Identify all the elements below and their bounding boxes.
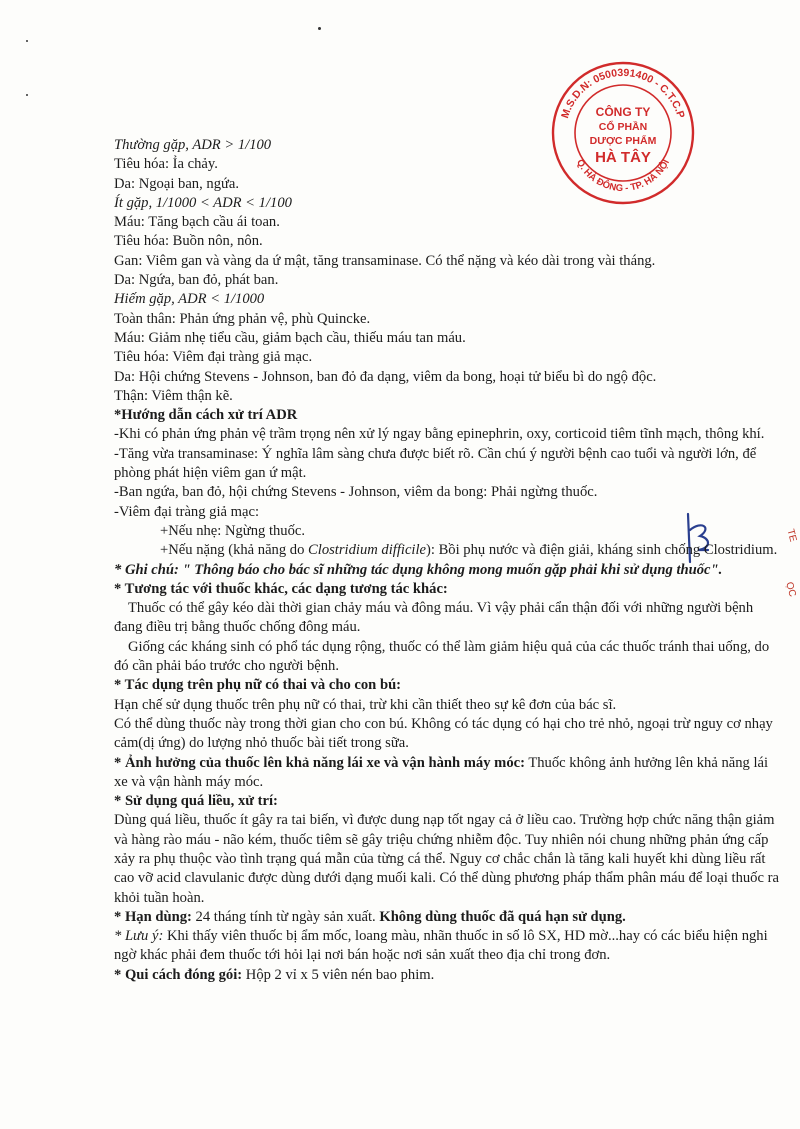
document-body	[114, 136, 780, 985]
adr-item: Tiêu hóa: Viêm đại tràng giả mạc.	[114, 349, 313, 366]
packaging-heading: * Qui cách đóng gói:	[114, 966, 243, 983]
overdose-heading: * Sử dụng quá liều, xử trí:	[114, 793, 278, 810]
handling-item: -Khi có phản ứng phản vệ trầm trọng nên xử lý ngay bằng epinephrin, oxy, corticoid tiêm tĩnh mạch, thông khí.	[114, 426, 765, 443]
scan-speck	[318, 27, 321, 30]
doctor-note: * Ghi chú: " Thông báo cho bác sĩ những tác dụng không mong muốn gặp phải khi sử dụng thuốc".	[114, 561, 723, 578]
interactions-heading: * Tương tác với thuốc khác, các dạng tương tác khác:	[114, 580, 448, 597]
packaging-text: Hộp 2 vỉ x 5 viên nén bao phim.	[242, 966, 435, 983]
handling-item: -Viêm đại tràng giả mạc:	[114, 503, 260, 520]
expiry-warning: Không dùng thuốc đã quá hạn sử dụng.	[379, 908, 626, 925]
edge-fragment-bottom: ỌC	[783, 580, 798, 599]
severe-suffix: ): Bồi phụ nước và điện giải, kháng sinh chống Clostridium.	[426, 542, 778, 559]
overdose-text: Dùng quá liều, thuốc ít gây ra tai biến, vì được dung nạp tốt ngay cả ở liều cao. Trường hợp chức năng thận giảm và hàng rào máu - não kém, thuốc tiêm sẽ gây triệu chứng nhiễm độc. Tuy nhiên nói chung những phản ứng cấp xảy ra phụ thuộc vào tình trạng quá mẫn của từng cá thể. Nguy cơ chắc chắn là tăng kali huyết khi dùng liều rất cao vỡ acid clavulanic được dùng dưới dạng muối kali. Có thể dùng phương pháp thẩm phân máu để loại thuốc ra khỏi tuần hoàn.	[114, 812, 779, 906]
adr-item: Máu: Tăng bạch cầu ái toan.	[114, 214, 280, 231]
adr-handling-heading: *Hướng dẫn cách xử trí ADR	[114, 407, 298, 424]
expiry-heading: * Hạn dùng:	[114, 908, 192, 925]
driving-text: Thuốc không ảnh hưởng lên khả năng lái xe và vận hành máy móc.	[114, 754, 769, 790]
severe-organism: Clostridium difficile	[308, 542, 427, 559]
seal-line-field: DƯỢC PHẨM	[589, 135, 657, 147]
seal-line-name: HÀ TÂY	[595, 149, 651, 166]
adr-item: Tiêu hóa: Buồn nôn, nôn.	[114, 233, 263, 250]
pregnancy-paragraph: Có thể dùng thuốc này trong thời gian cho con bú. Không có tác dụng có hại cho trẻ nhỏ, ngoại trừ nguy cơ nhạy cảm(dị ứng) do lượng nhỏ thuốc bài tiết trong sữa.	[114, 715, 773, 752]
pregnancy-paragraph: Hạn chế sử dụng thuốc trên phụ nữ có thai, trừ khi cần thiết theo sự kê đơn của bác sĩ.	[114, 696, 617, 713]
handling-severe	[114, 541, 780, 560]
adr-item: Toàn thân: Phản ứng phản vệ, phù Quincke.	[114, 310, 371, 327]
adr-uncommon-heading: Ít gặp, 1/1000 < ADR < 1/100	[114, 194, 292, 211]
overdose-section	[114, 792, 780, 908]
edge-fragment-top: TE	[784, 527, 799, 544]
adr-item: Máu: Giảm nhẹ tiểu cầu, giảm bạch cầu, thiếu máu tan máu.	[114, 329, 466, 346]
adr-item: Thận: Viêm thận kẽ.	[114, 387, 233, 404]
pregnancy-heading: * Tác dụng trên phụ nữ có thai và cho con bú:	[114, 677, 402, 694]
driving-section	[114, 754, 780, 793]
adr-item: Gan: Viêm gan và vàng da ứ mật, tăng transaminase. Có thể nặng và kéo dài trong vài tháng.	[114, 252, 656, 269]
adr-item: Da: Hội chứng Stevens - Johnson, ban đỏ đa dạng, viêm da bong, hoại tử biểu bì do ngộ độc.	[114, 368, 657, 385]
driving-heading: * Ảnh hưởng của thuốc lên khả năng lái xe và vận hành máy móc:	[114, 754, 525, 771]
packaging-section	[114, 966, 780, 985]
caution-label: * Lưu ý:	[114, 928, 164, 945]
scan-speck	[26, 94, 28, 96]
adr-handling-section	[114, 406, 780, 560]
interactions-paragraph: Thuốc có thể gây kéo dài thời gian chảy máu và đông máu. Vì vậy phải cẩn thận đối với những người bệnh đang điều trị bằng thuốc chống đông máu.	[114, 600, 754, 636]
handling-item: -Ban ngứa, ban đỏ, hội chứng Stevens - Johnson, viêm da bong: Phải ngừng thuốc.	[114, 484, 598, 501]
pregnancy-section	[114, 676, 780, 753]
severe-prefix: +Nếu nặng (khả năng do	[160, 542, 309, 559]
adr-item: Tiêu hóa: Ỉa chảy.	[114, 156, 218, 173]
adr-item: Da: Ngoại ban, ngứa.	[114, 175, 240, 192]
seal-line-type: CỔ PHẦN	[598, 121, 648, 133]
adverse-reactions-section	[114, 136, 780, 406]
handling-item: -Tăng vừa transaminase: Ý nghĩa lâm sàng chưa được biết rõ. Cần chú ý người bệnh cao tuổi và người lớn, để phòng phát hiện viêm gan ứ mật.	[114, 445, 757, 482]
interactions-section	[114, 580, 780, 676]
caution-text: Khi thấy viên thuốc bị ẩm mốc, loang màu, nhãn thuốc in số lô SX, HD mờ...hay có các biểu hiện nghi ngờ khác phải đem thuốc tới hỏi lại nơi bán hoặc nơi sản xuất theo địa chỉ trong đơn.	[114, 928, 768, 964]
expiry-text: 24 tháng tính từ ngày sản xuất.	[191, 908, 380, 925]
adr-rare-heading: Hiếm gặp, ADR < 1/1000	[114, 291, 265, 308]
seal-bottom-ring-text: Q. HÀ ĐÔNG - TP. HÀ NỘI	[574, 157, 672, 195]
caution-section	[114, 927, 780, 966]
seal-line-company: CÔNG TY	[595, 105, 651, 119]
adr-item: Da: Ngứa, ban đỏ, phát ban.	[114, 272, 279, 289]
expiry-section	[114, 908, 780, 927]
adr-common-heading: Thường gặp, ADR > 1/100	[114, 137, 272, 153]
interactions-paragraph: Giống các kháng sinh có phổ tác dụng rộng, thuốc có thể làm giảm hiệu quả của các thuốc tránh thai uống, do đó cần phải báo trước cho người bệnh.	[114, 638, 770, 675]
scan-speck	[26, 40, 28, 42]
handling-mild: +Nếu nhẹ: Ngừng thuốc.	[160, 522, 306, 539]
seal-outer-ring-text: M.S.D.N: 0500391400 - C.T.C.P	[559, 66, 687, 120]
